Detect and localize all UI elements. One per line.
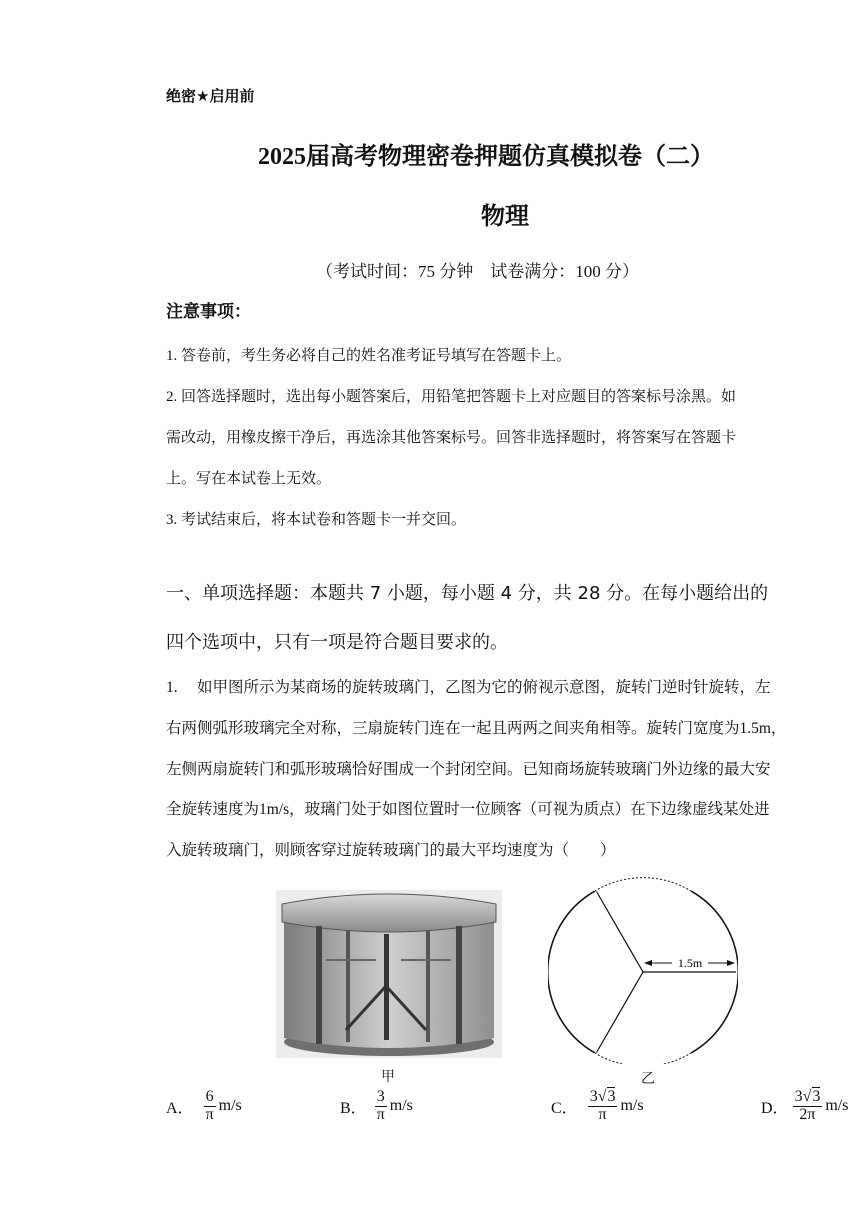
fraction xyxy=(793,1089,823,1124)
section-heading: 四个选项中，只有一项是符合题目要求的。 xyxy=(166,632,508,653)
coefficient: 3 xyxy=(589,1088,598,1105)
question-line: 入旋转玻璃门，则顾客穿过旋转玻璃门的最大平均速度为（ ） xyxy=(166,842,616,859)
denominator: π xyxy=(598,1105,607,1123)
exam-title: 2025届高考物理密卷押题仿真模拟卷（二） xyxy=(258,144,714,170)
numerator: 6 xyxy=(205,1088,214,1105)
notice-item: 2. 回答选择题时，选出每小题答案后，用铅笔把答题卡上对应题目的答案标号涂黑。如 xyxy=(166,389,737,405)
option-label: C． xyxy=(551,1099,578,1117)
question-line: 左侧两扇旋转门和弧形玻璃恰好围成一个封闭空间。已知商场旋转玻璃门外边缘的最大安 xyxy=(166,761,771,778)
notice-item: 1. 答卷前，考生务必将自己的姓名准考证号填写在答题卡上。 xyxy=(166,348,572,364)
top-entrance-edge xyxy=(595,878,692,892)
fraction xyxy=(204,1089,216,1124)
radicand: 3 xyxy=(812,1088,821,1105)
question-line: 全旋转速度为1m/s，玻璃门处于如图位置时一位顾客（可视为质点）在下边缘虚线某处进 xyxy=(166,801,770,818)
subject-title: 物理 xyxy=(481,204,529,230)
secret-label: 绝密★启用前 xyxy=(166,87,255,105)
option-label: B． xyxy=(340,1099,367,1117)
section-heading: 一、单项选择题：本题共 7 小题，每小题 4 分，共 28 分。在每小题给出的 xyxy=(166,583,769,604)
notice-item: 上。写在本试卷上无效。 xyxy=(166,471,332,487)
numerator: 3√3 xyxy=(794,1088,821,1105)
question-line: 右两侧弧形玻璃完全对称，三扇旋转门连在一起且两两之间夹角相等。旋转门宽度为1.5m， xyxy=(166,720,787,737)
revolving-door-photo xyxy=(276,890,502,1058)
fraction xyxy=(375,1089,387,1124)
notice-heading: 注意事项： xyxy=(166,302,251,322)
option-b[interactable] xyxy=(340,1089,413,1124)
option-label: A． xyxy=(166,1099,194,1117)
notice-item: 需改动，用橡皮擦干净后，再选涂其他答案标号。回答非选择题时，将答案写在答题卡 xyxy=(166,430,737,446)
unit: m/s xyxy=(620,1097,644,1115)
exam-info: （考试时间：75 分钟 试卷满分：100 分） xyxy=(316,262,639,281)
fraction xyxy=(588,1089,618,1124)
left-glass-arc xyxy=(548,891,595,1052)
door-leaf xyxy=(597,892,644,973)
figure-yi-label: 乙 xyxy=(641,1071,655,1087)
figure-jia-label: 甲 xyxy=(381,1069,395,1085)
option-a[interactable] xyxy=(166,1089,242,1124)
option-label: D． xyxy=(761,1099,789,1117)
option-c[interactable] xyxy=(551,1089,644,1124)
unit: m/s xyxy=(218,1097,242,1115)
door-leaf xyxy=(597,972,644,1053)
unit: m/s xyxy=(389,1097,413,1115)
unit: m/s xyxy=(825,1097,849,1115)
option-d[interactable] xyxy=(761,1089,848,1124)
coefficient: 3 xyxy=(794,1088,803,1105)
numerator: 3 xyxy=(376,1088,385,1105)
dimension-label: 1.5m xyxy=(677,956,703,970)
notice-item: 3. 考试结束后，将本试卷和答题卡一并交回。 xyxy=(166,512,467,528)
question-line: 1. 如甲图所示为某商场的旋转玻璃门，乙图为它的俯视示意图，旋转门逆时针旋转，左 xyxy=(166,679,771,696)
denominator: 2π xyxy=(799,1105,816,1123)
revolving-door-top-view xyxy=(548,874,738,1064)
denominator: π xyxy=(376,1105,385,1123)
numerator: 3√3 xyxy=(589,1088,616,1105)
radicand: 3 xyxy=(607,1088,616,1105)
bottom-entrance-edge xyxy=(595,1053,692,1064)
denominator: π xyxy=(205,1105,214,1123)
